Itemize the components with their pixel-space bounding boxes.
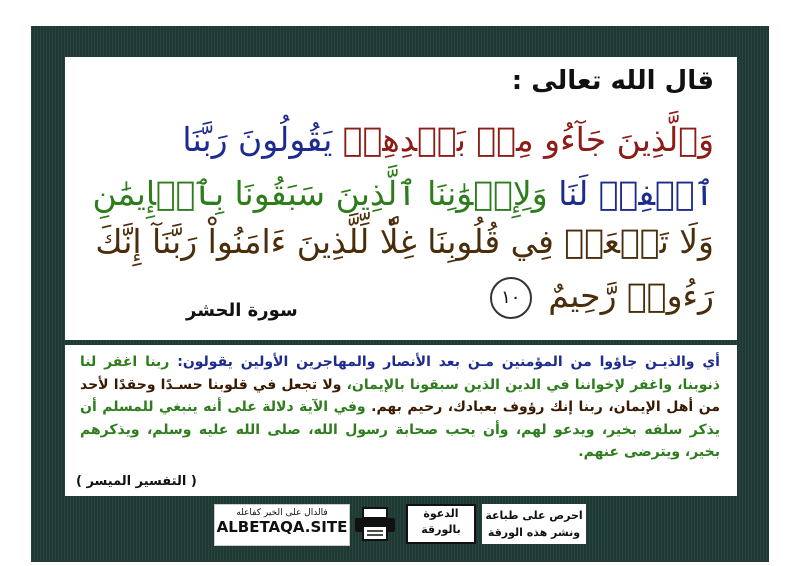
heading: قال الله تعالى : <box>511 66 714 96</box>
brand-logo <box>406 504 476 544</box>
logo-line-1: الدعوة <box>423 507 459 520</box>
ayah-number-marker: ١٠ <box>490 277 532 319</box>
site-caption: فالدال على الخير كفاعله <box>236 508 328 518</box>
tafsir-segment: ربنا اغفر لنا ذنوبنا، واغفر لإخواننا في الدين الذين سبقونا بالإيمان، <box>80 354 720 393</box>
logo-line-2: بالورقة <box>421 523 461 536</box>
tafsir-source: ( التفسير الميسر ) <box>76 474 197 489</box>
verse-line-1 <box>90 120 714 159</box>
site-link[interactable]: ALBETAQA.SITE <box>216 518 348 536</box>
print-note-line-2: ونشر هذه الورقة <box>487 526 581 539</box>
tafsir-segment: وفي الآية دلالة على أنه ينبغي للمسلم أن يذكر سلفه بخير، ويدعو لهم، وأن يحب صحابة رسول الله، صلى الله عليه وسلم، ويذكرهم بخير، ويترضى عنهم. <box>80 399 720 460</box>
site-box <box>214 504 350 546</box>
verse-segment: وَلِإِخۡوَٰنِنَا ٱلَّذِينَ سَبَقُونَا بِٱلۡإِيمَٰنِ <box>92 174 559 213</box>
verse-line-2 <box>90 174 714 213</box>
surah-name: سورة الحشر <box>186 300 298 321</box>
verse-segment: يَقُولُونَ رَبَّنَا <box>182 120 343 159</box>
printer-icon <box>353 506 397 542</box>
tafsir-segment: ولا تجعل في قلوبنا حسـدًا وحقدًا لأحد من أهل الإيمان، ربنا إنك رؤوف بعبادك، رحيم بهم. <box>80 376 720 415</box>
verse-segment: ٱغۡفِرۡ لَنَا <box>558 174 714 213</box>
verse-segment: وَلَا تَجۡعَلۡ فِي قُلُوبِنَا غِلّٗا لِّلَّذِينَ ءَامَنُواْ رَبَّنَآ إِنَّكَ <box>95 222 714 261</box>
verse-segment: رَءُوفٞ رَّحِيمٌ <box>548 276 714 315</box>
verse-segment: وَٱلَّذِينَ جَآءُو مِنۢ بَعۡدِهِمۡ <box>342 120 714 159</box>
print-note <box>482 504 586 544</box>
verse-line-3 <box>90 222 714 261</box>
tafsir-segment: أي والذيـن جاؤوا من المؤمنين مـن بعد الأنصار والمهاجرين الأولين يقولون: <box>169 354 720 370</box>
tafsir-text <box>80 351 720 464</box>
print-note-line-1: احرص على طباعة <box>485 509 583 522</box>
verse-line-4 <box>90 277 714 319</box>
